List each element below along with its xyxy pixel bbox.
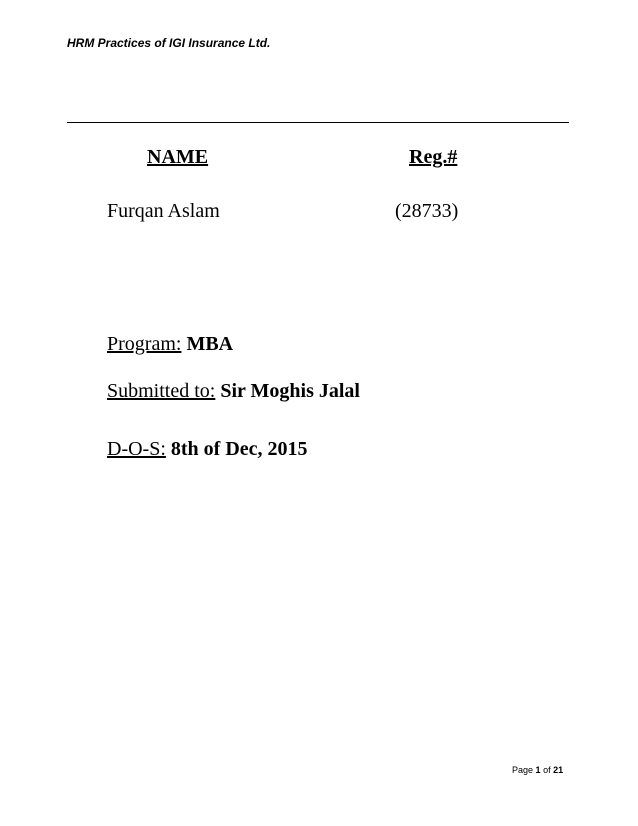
running-header-title: HRM Practices of IGI Insurance Ltd.	[67, 36, 271, 50]
date-of-submission-value: 8th of Dec, 2015	[170, 438, 308, 460]
submitted-to-field	[107, 380, 360, 403]
of-word: of	[543, 765, 551, 775]
date-of-submission-label: D-O-S:	[107, 438, 166, 460]
total-pages-number: 21	[553, 765, 564, 775]
page-word: Page	[512, 765, 534, 775]
reg-column-heading: Reg.#	[409, 146, 458, 168]
page-number-footer	[512, 765, 563, 775]
program-label: Program:	[107, 333, 182, 355]
date-of-submission-field	[107, 438, 308, 461]
name-column-heading: NAME	[147, 146, 209, 168]
program-field	[107, 333, 233, 356]
current-page-number: 1	[535, 765, 541, 775]
header-divider	[67, 122, 569, 123]
program-value: MBA	[186, 333, 234, 355]
submitted-to-label: Submitted to:	[107, 380, 216, 402]
student-reg-number: (28733)	[395, 200, 459, 222]
student-name: Furqan Aslam	[107, 200, 220, 222]
submitted-to-value: Sir Moghis Jalal	[220, 380, 360, 402]
